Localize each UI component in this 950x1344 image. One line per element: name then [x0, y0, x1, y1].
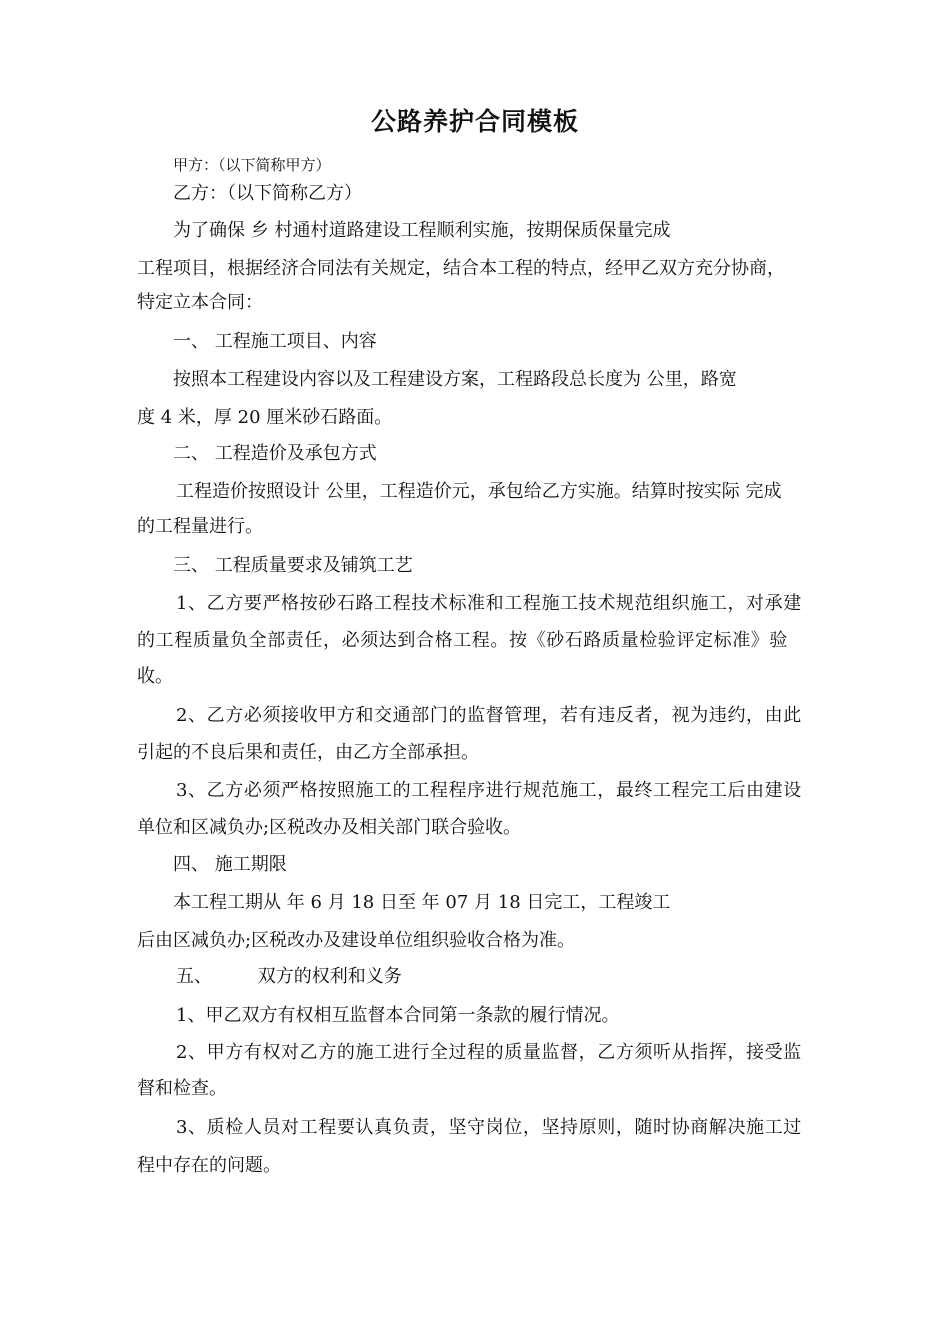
section-5-heading: 五、 双方的权利和义务	[176, 966, 402, 987]
section-3-item-1-line-1: 1、乙方要严格按砂石路工程技术标准和工程施工技术规范组织施工，对承建	[176, 593, 802, 614]
intro-line-3: 特定立本合同：	[137, 292, 263, 313]
section-2-line-1: 工程造价按照设计 公里，工程造价元，承包给乙方实施。结算时按实际 完成	[176, 481, 782, 502]
party-a: 甲方：（以下简称甲方）	[173, 156, 331, 174]
section-2-heading: 二、 工程造价及承包方式	[173, 443, 377, 464]
section-2-line-2: 的工程量进行。	[137, 516, 263, 537]
party-b: 乙方：（以下简称乙方）	[173, 183, 362, 204]
section-5-item-1: 1、甲乙双方有权相互监督本合同第一条款的履行情况。	[176, 1005, 620, 1026]
section-3-item-3-line-2: 单位和区减负办;区税改办及相关部门联合验收。	[137, 817, 522, 838]
section-5-item-2-line-2: 督和检查。	[137, 1078, 227, 1099]
section-3-item-3-line-1: 3、乙方必须严格按照施工的工程程序进行规范施工，最终工程完工后由建设	[176, 780, 802, 801]
section-3-item-1-line-2: 的工程质量负全部责任，必须达到合格工程。按《砂石路质量检验评定标准》验	[137, 630, 788, 651]
section-5-item-3-line-2: 程中存在的问题。	[137, 1155, 281, 1176]
section-3-item-2-line-2: 引起的不良后果和责任，由乙方全部承担。	[137, 742, 479, 763]
intro-line-1: 为了确保 乡 村通村道路建设工程顺利实施，按期保质保量完成	[173, 220, 671, 241]
section-1-line-1: 按照本工程建设内容以及工程建设方案，工程路段总长度为 公里，路宽	[173, 369, 737, 390]
section-3-heading: 三、 工程质量要求及铺筑工艺	[173, 555, 413, 576]
section-4-heading: 四、 施工期限	[173, 854, 287, 875]
intro-line-2: 工程项目，根据经济合同法有关规定，结合本工程的特点，经甲乙双方充分协商，	[137, 258, 785, 279]
section-5-item-2-line-1: 2、甲方有权对乙方的施工进行全过程的质量监督，乙方须听从指挥，接受监	[176, 1042, 802, 1063]
section-4-line-1: 本工程工期从 年 6 月 18 日至 年 07 月 18 日完工，工程竣工	[173, 892, 671, 913]
section-5-item-3-line-1: 3、质检人员对工程要认真负责，坚守岗位，坚持原则，随时协商解决施工过	[176, 1117, 802, 1138]
section-3-item-1-line-3: 收。	[137, 666, 173, 687]
section-4-line-2: 后由区减负办;区税改办及建设单位组织验收合格为准。	[137, 930, 576, 951]
section-1-line-2: 度 4 米，厚 20 厘米砂石路面。	[137, 407, 393, 428]
document-title: 公路养护合同模板	[370, 107, 579, 136]
section-1-heading: 一、 工程施工项目、内容	[173, 331, 377, 352]
section-3-item-2-line-1: 2、乙方必须接收甲方和交通部门的监督管理，若有违反者，视为违约，由此	[176, 705, 802, 726]
